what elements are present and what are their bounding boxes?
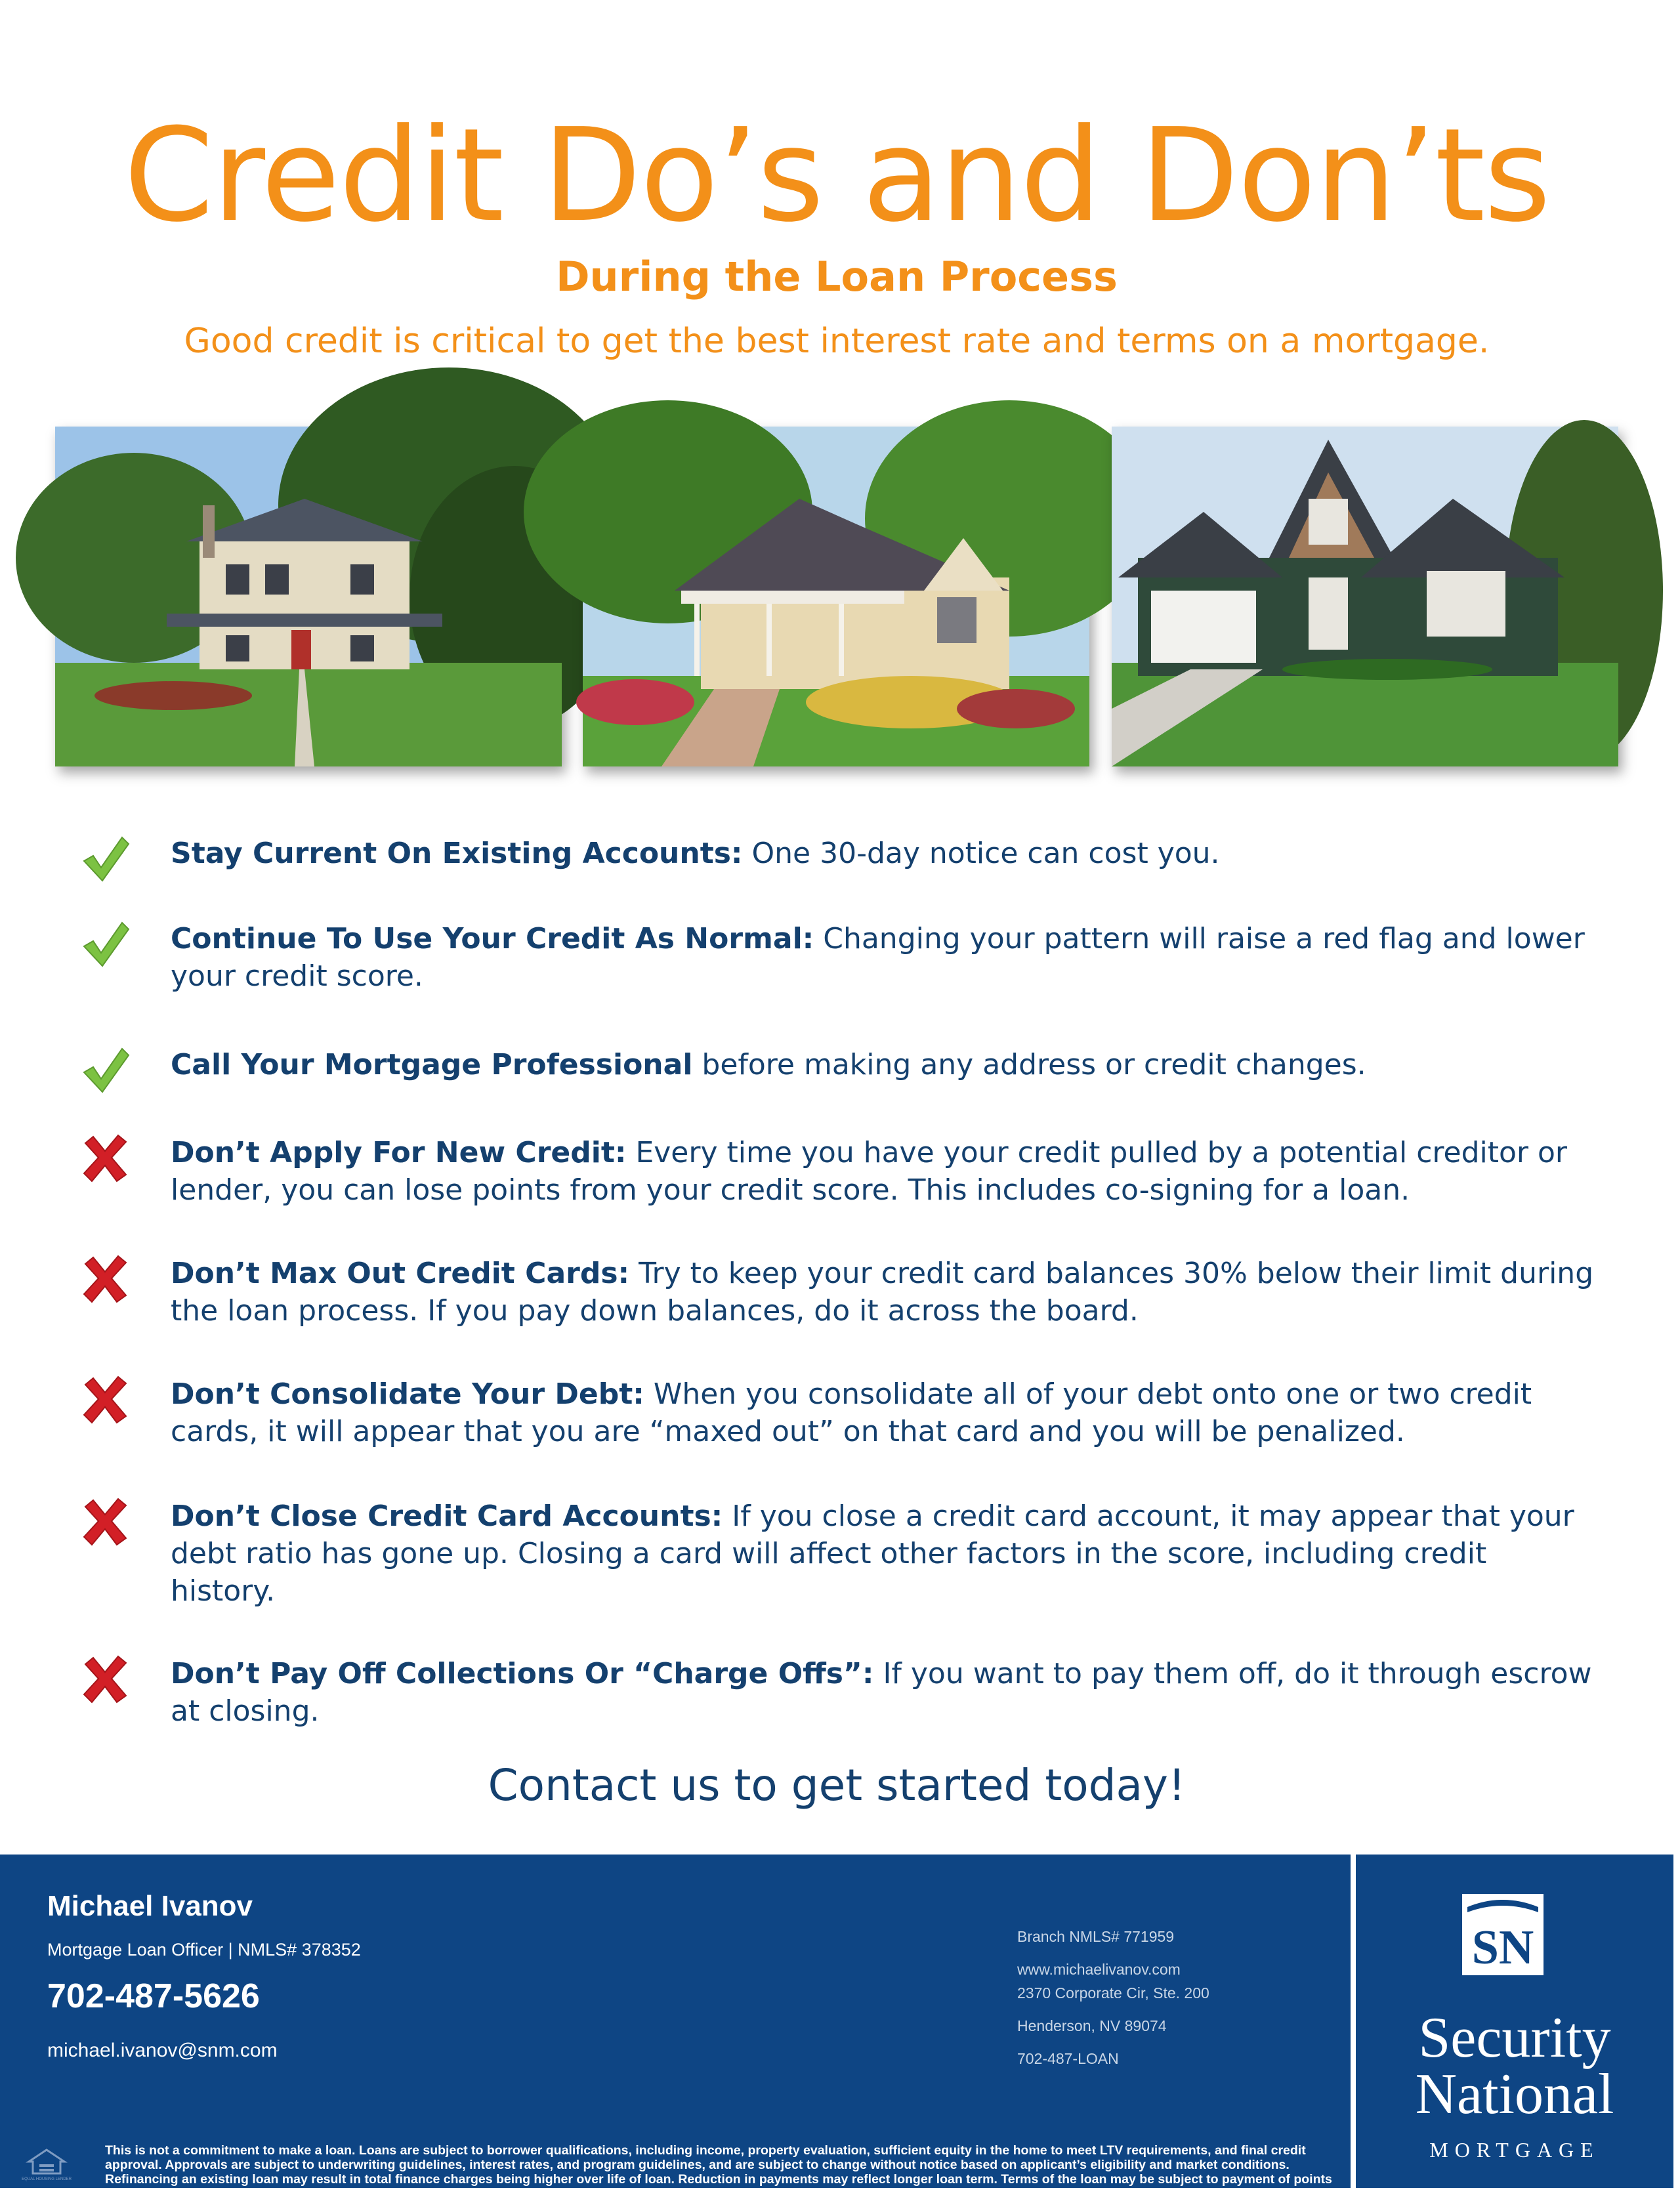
item-lead: Don’t Max Out Credit Cards:: [171, 1257, 630, 1290]
sn-logo-icon: [1461, 1893, 1545, 1977]
item-lead: Don’t Close Credit Card Accounts:: [171, 1499, 723, 1533]
item-body: Try to keep your credit card balances 30% below their limit during the loan process. If you pay down balances, do it across the board.: [171, 1257, 1594, 1328]
check-icon: [79, 917, 131, 970]
logo-mortgage: MORTGAGE: [1429, 2138, 1600, 2162]
cross-icon: [79, 1252, 131, 1305]
cross-icon: [79, 1131, 131, 1184]
logo-security: Security: [1418, 2006, 1611, 2070]
loan-officer-name: Michael Ivanov: [47, 1890, 253, 1922]
ehl-label: EQUAL HOUSING LENDER: [22, 2177, 72, 2181]
cross-icon: [79, 1373, 131, 1425]
loan-officer-title: Mortgage Loan Officer | NMLS# 378352: [47, 1940, 361, 1960]
branch-address-line2: Henderson, NV 89074: [1017, 2017, 1167, 2034]
item-body: before making any address or credit changes.: [692, 1048, 1366, 1081]
house-photo-3: [1112, 427, 1618, 766]
call-to-action: Contact us to get started today!: [488, 1760, 1186, 1811]
website-link[interactable]: www.michaelivanov.com: [1017, 1961, 1181, 1978]
check-icon: [79, 1043, 131, 1096]
equal-housing-lender-icon: [22, 2147, 72, 2188]
logo-national: National: [1415, 2063, 1614, 2126]
item-lead: Stay Current On Existing Accounts:: [171, 837, 743, 870]
house-photo-2: [583, 427, 1089, 766]
item-lead: Don’t Pay Off Collections Or “Charge Offs”:: [171, 1657, 874, 1690]
item-body: If you close a credit card account, it may appear that your debt ratio has gone up. Closing a card will affect other factors in the score, including credit history.: [171, 1499, 1574, 1608]
item-body: Every time you have your credit pulled by a potential creditor or lender, you can lose points from your credit score. This includes co-signing for a loan.: [171, 1136, 1568, 1207]
item-body: One 30-day notice can cost you.: [742, 837, 1220, 870]
footer: [0, 1855, 1673, 2201]
item-body: If you want to pay them off, do it through escrow at closing.: [171, 1657, 1592, 1728]
branch-nmls: Branch NMLS# 771959: [1017, 1928, 1175, 1945]
tagline: Good credit is critical to get the best interest rate and terms on a mortgage.: [184, 322, 1490, 361]
house-photo-1: [55, 427, 562, 766]
email-link[interactable]: michael.ivanov@snm.com: [47, 2040, 278, 2061]
item-lead: Don’t Consolidate Your Debt:: [171, 1377, 644, 1411]
cross-icon: [79, 1495, 131, 1547]
page-subtitle: During the Loan Process: [556, 253, 1118, 301]
item-lead: Continue To Use Your Credit As Normal:: [171, 922, 814, 955]
item-body: Changing your pattern will raise a red flag and lower your credit score.: [171, 922, 1585, 993]
item-body: When you consolidate all of your debt onto one or two credit cards, it will appear that you are “maxed out” on that card and you will be penalized.: [171, 1377, 1532, 1448]
item-lead: Call Your Mortgage Professional: [171, 1048, 693, 1081]
branch-address-line1: 2370 Corporate Cir, Ste. 200: [1017, 1984, 1209, 2002]
item-lead: Don’t Apply For New Credit:: [171, 1136, 627, 1169]
branch-phone: 702-487-LOAN: [1017, 2050, 1119, 2067]
cross-icon: [79, 1652, 131, 1705]
page-title: Credit Do’s and Don’ts: [123, 101, 1550, 251]
footer-divider: [1351, 1855, 1356, 2188]
disclaimer: This is not a commitment to make a loan. Loans are subject to borrower qualifications, including income, property evaluation, sufficient equity in the home to meet LTV requirements, and final credit approval. Approvals are subject to underwriting guidelines, interest rates, and program guidelines, and are subject to change without notice based on applicant’s eligibility and market conditions. Refinancing an existing loan may result in total finance charges being higher over life of loan. Reduction in payments may reflect longer loan term. Terms of the loan may be subject to payment of points and fees by the applicant. SecurityNational Mortgage Co. Inc. is an Equal Housing Lender. Company NMLS# 3116.. SNMC0914MISC119: [105, 2143, 1332, 2201]
logo-mark-text: SN: [1471, 1921, 1534, 1975]
check-icon: [79, 832, 131, 885]
phone-number[interactable]: 702-487-5626: [47, 1977, 260, 2015]
